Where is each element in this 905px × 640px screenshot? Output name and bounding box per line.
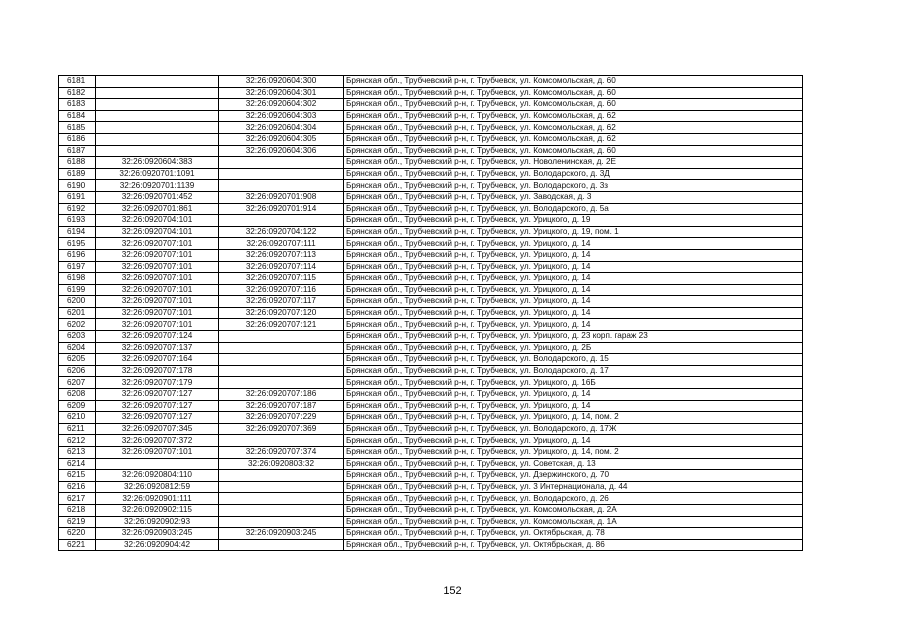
building-cadastral-number-cell: 32:26:0920604:305 [219,133,344,145]
table-row [59,481,803,493]
address-cell: Брянская обл., Трубчевский р-н, г. Трубчевск, ул. Володарского, д. 15 [344,354,803,366]
row-number-cell: 6186 [59,133,96,145]
land-cadastral-number-cell: 32:26:0920707:101 [96,261,219,273]
address-cell: Брянская обл., Трубчевский р-н, г. Трубчевск, ул. Урицкого, д. 14 [344,284,803,296]
land-cadastral-number-cell: 32:26:0920903:245 [96,528,219,540]
row-number-cell: 6212 [59,435,96,447]
table-row [59,389,803,401]
address-cell: Брянская обл., Трубчевский р-н, г. Трубчевск, ул. Урицкого, д. 14 [344,296,803,308]
building-cadastral-number-cell: 32:26:0920707:121 [219,319,344,331]
address-cell: Брянская обл., Трубчевский р-н, г. Трубчевск, ул. Комсомольская, д. 60 [344,76,803,88]
address-cell: Брянская обл., Трубчевский р-н, г. Трубчевск, ул. Урицкого, д. 14 [344,238,803,250]
address-cell: Брянская обл., Трубчевский р-н, г. Трубчевск, ул. Комсомольская, д. 1А [344,516,803,528]
building-cadastral-number-cell: 32:26:0920707:187 [219,400,344,412]
address-cell: Брянская обл., Трубчевский р-н, г. Трубчевск, ул. Володарского, д. 17 [344,365,803,377]
building-cadastral-number-cell: 32:26:0920803:32 [219,458,344,470]
address-cell: Брянская обл., Трубчевский р-н, г. Трубчевск, ул. Володарского, д. 17Ж [344,423,803,435]
address-cell: Брянская обл., Трубчевский р-н, г. Трубчевск, ул. Урицкого, д. 14 [344,249,803,261]
address-cell: Брянская обл., Трубчевский р-н, г. Трубчевск, ул. Дзержинского, д. 70 [344,470,803,482]
row-number-cell: 6200 [59,296,96,308]
building-cadastral-number-cell [219,331,344,343]
table-row [59,365,803,377]
table-row [59,261,803,273]
row-number-cell: 6184 [59,110,96,122]
building-cadastral-number-cell: 32:26:0920701:908 [219,191,344,203]
building-cadastral-number-cell: 32:26:0920604:300 [219,76,344,88]
land-cadastral-number-cell: 32:26:0920902:115 [96,504,219,516]
table-row [59,458,803,470]
building-cadastral-number-cell: 32:26:0920903:245 [219,528,344,540]
table-row [59,423,803,435]
row-number-cell: 6208 [59,389,96,401]
address-cell: Брянская обл., Трубчевский р-н, г. Трубчевск, ул. Урицкого, д. 14, пом. 2 [344,447,803,459]
building-cadastral-number-cell: 32:26:0920707:374 [219,447,344,459]
row-number-cell: 6205 [59,354,96,366]
address-cell: Брянская обл., Трубчевский р-н, г. Трубчевск, ул. Володарского, д. 5а [344,203,803,215]
address-cell: Брянская обл., Трубчевский р-н, г. Трубчевск, ул. Комсомольская, д. 60 [344,145,803,157]
address-cell: Брянская обл., Трубчевский р-н, г. Трубчевск, ул. Комсомольская, д. 62 [344,133,803,145]
land-cadastral-number-cell: 32:26:0920707:101 [96,307,219,319]
land-cadastral-number-cell: 32:26:0920707:101 [96,447,219,459]
land-cadastral-number-cell: 32:26:0920701:452 [96,191,219,203]
row-number-cell: 6214 [59,458,96,470]
address-cell: Брянская обл., Трубчевский р-н, г. Трубчевск, ул. Володарского, д. 26 [344,493,803,505]
address-cell: Брянская обл., Трубчевский р-н, г. Трубчевск, ул. Урицкого, д. 14 [344,307,803,319]
land-cadastral-number-cell: 32:26:0920707:164 [96,354,219,366]
address-cell: Брянская обл., Трубчевский р-н, г. Трубчевск, ул. Заводская, д. 3 [344,191,803,203]
address-cell: Брянская обл., Трубчевский р-н, г. Трубчевск, ул. Володарского, д. 3з [344,180,803,192]
row-number-cell: 6201 [59,307,96,319]
land-cadastral-number-cell: 32:26:0920701:861 [96,203,219,215]
building-cadastral-number-cell: 32:26:0920707:186 [219,389,344,401]
address-cell: Брянская обл., Трубчевский р-н, г. Трубчевск, ул. Комсомольская, д. 62 [344,110,803,122]
building-cadastral-number-cell: 32:26:0920604:303 [219,110,344,122]
table-row [59,539,803,551]
land-cadastral-number-cell [96,458,219,470]
land-cadastral-number-cell: 32:26:0920707:101 [96,284,219,296]
row-number-cell: 6191 [59,191,96,203]
building-cadastral-number-cell: 32:26:0920701:914 [219,203,344,215]
table-row [59,157,803,169]
row-number-cell: 6215 [59,470,96,482]
row-number-cell: 6199 [59,284,96,296]
land-cadastral-number-cell: 32:26:0920804:110 [96,470,219,482]
building-cadastral-number-cell: 32:26:0920707:117 [219,296,344,308]
row-number-cell: 6189 [59,168,96,180]
table-row [59,331,803,343]
address-cell: Брянская обл., Трубчевский р-н, г. Трубчевск, ул. Комсомольская, д. 62 [344,122,803,134]
building-cadastral-number-cell [219,493,344,505]
table-row [59,377,803,389]
land-cadastral-number-cell [96,110,219,122]
table-row [59,99,803,111]
row-number-cell: 6195 [59,238,96,250]
table-row [59,319,803,331]
table-row [59,504,803,516]
address-cell: Брянская обл., Трубчевский р-н, г. Трубчевск, ул. Комсомольская, д. 60 [344,87,803,99]
row-number-cell: 6192 [59,203,96,215]
table-row [59,191,803,203]
land-cadastral-number-cell: 32:26:0920707:101 [96,296,219,308]
row-number-cell: 6216 [59,481,96,493]
building-cadastral-number-cell [219,539,344,551]
land-cadastral-number-cell [96,122,219,134]
table-row [59,87,803,99]
land-cadastral-number-cell [96,133,219,145]
land-cadastral-number-cell: 32:26:0920901:111 [96,493,219,505]
table-row [59,273,803,285]
table-row [59,528,803,540]
table-row [59,76,803,88]
building-cadastral-number-cell [219,342,344,354]
building-cadastral-number-cell [219,157,344,169]
table-row [59,354,803,366]
address-cell: Брянская обл., Трубчевский р-н, г. Трубчевск, ул. Урицкого, д. 14 [344,319,803,331]
row-number-cell: 6183 [59,99,96,111]
building-cadastral-number-cell: 32:26:0920707:111 [219,238,344,250]
building-cadastral-number-cell: 32:26:0920604:302 [219,99,344,111]
row-number-cell: 6197 [59,261,96,273]
table-row [59,203,803,215]
land-cadastral-number-cell: 32:26:0920707:101 [96,249,219,261]
table-body [59,76,803,551]
address-cell: Брянская обл., Трубчевский р-н, г. Трубчевск, ул. Урицкого, д. 19 [344,215,803,227]
table-row [59,238,803,250]
building-cadastral-number-cell [219,354,344,366]
building-cadastral-number-cell: 32:26:0920604:306 [219,145,344,157]
row-number-cell: 6206 [59,365,96,377]
row-number-cell: 6219 [59,516,96,528]
land-cadastral-number-cell: 32:26:0920707:127 [96,400,219,412]
row-number-cell: 6203 [59,331,96,343]
table-row [59,470,803,482]
building-cadastral-number-cell [219,516,344,528]
row-number-cell: 6217 [59,493,96,505]
row-number-cell: 6181 [59,76,96,88]
cadastral-table [58,75,803,551]
table-row [59,168,803,180]
land-cadastral-number-cell [96,76,219,88]
table-row [59,180,803,192]
land-cadastral-number-cell: 32:26:0920707:101 [96,319,219,331]
building-cadastral-number-cell: 32:26:0920707:120 [219,307,344,319]
land-cadastral-number-cell [96,99,219,111]
address-cell: Брянская обл., Трубчевский р-н, г. Трубчевск, ул. Урицкого, д. 16Б [344,377,803,389]
land-cadastral-number-cell: 32:26:0920707:127 [96,412,219,424]
table-row [59,342,803,354]
land-cadastral-number-cell: 32:26:0920701:1139 [96,180,219,192]
address-cell: Брянская обл., Трубчевский р-н, г. Трубчевск, ул. Комсомольская, д. 2А [344,504,803,516]
building-cadastral-number-cell: 32:26:0920604:304 [219,122,344,134]
table-row [59,447,803,459]
building-cadastral-number-cell [219,377,344,389]
land-cadastral-number-cell [96,145,219,157]
building-cadastral-number-cell: 32:26:0920707:114 [219,261,344,273]
row-number-cell: 6207 [59,377,96,389]
building-cadastral-number-cell: 32:26:0920707:113 [219,249,344,261]
row-number-cell: 6185 [59,122,96,134]
table-row [59,133,803,145]
address-cell: Брянская обл., Трубчевский р-н, г. Трубчевск, ул. Урицкого, д. 14 [344,435,803,447]
table-row [59,145,803,157]
land-cadastral-number-cell: 32:26:0920707:124 [96,331,219,343]
table-row [59,110,803,122]
building-cadastral-number-cell [219,168,344,180]
table-row [59,435,803,447]
table-row [59,412,803,424]
address-cell: Брянская обл., Трубчевский р-н, г. Трубчевск, ул. Урицкого, д. 2Б [344,342,803,354]
building-cadastral-number-cell [219,470,344,482]
address-cell: Брянская обл., Трубчевский р-н, г. Трубчевск, ул. Володарского, д. 3Д [344,168,803,180]
building-cadastral-number-cell [219,481,344,493]
building-cadastral-number-cell [219,504,344,516]
land-cadastral-number-cell: 32:26:0920812:59 [96,481,219,493]
building-cadastral-number-cell: 32:26:0920604:301 [219,87,344,99]
land-cadastral-number-cell: 32:26:0920707:101 [96,273,219,285]
building-cadastral-number-cell: 32:26:0920707:116 [219,284,344,296]
land-cadastral-number-cell: 32:26:0920707:137 [96,342,219,354]
land-cadastral-number-cell [96,87,219,99]
address-cell: Брянская обл., Трубчевский р-н, г. Трубчевск, ул. Урицкого, д. 23 корп. гараж 23 [344,331,803,343]
building-cadastral-number-cell [219,365,344,377]
land-cadastral-number-cell: 32:26:0920707:345 [96,423,219,435]
land-cadastral-number-cell: 32:26:0920707:101 [96,238,219,250]
land-cadastral-number-cell: 32:26:0920904:42 [96,539,219,551]
land-cadastral-number-cell: 32:26:0920604:383 [96,157,219,169]
address-cell: Брянская обл., Трубчевский р-н, г. Трубчевск, ул. Урицкого, д. 19, пом. 1 [344,226,803,238]
land-cadastral-number-cell: 32:26:0920704:101 [96,215,219,227]
row-number-cell: 6182 [59,87,96,99]
address-cell: Брянская обл., Трубчевский р-н, г. Трубчевск, ул. Урицкого, д. 14, пом. 2 [344,412,803,424]
table-row [59,493,803,505]
address-cell: Брянская обл., Трубчевский р-н, г. Трубчевск, ул. 3 Интернационала, д. 44 [344,481,803,493]
row-number-cell: 6213 [59,447,96,459]
table-row [59,122,803,134]
row-number-cell: 6194 [59,226,96,238]
row-number-cell: 6221 [59,539,96,551]
building-cadastral-number-cell [219,180,344,192]
table-row [59,284,803,296]
table-row [59,400,803,412]
row-number-cell: 6196 [59,249,96,261]
address-cell: Брянская обл., Трубчевский р-н, г. Трубчевск, ул. Урицкого, д. 14 [344,389,803,401]
land-cadastral-number-cell: 32:26:0920707:127 [96,389,219,401]
table-row [59,226,803,238]
row-number-cell: 6190 [59,180,96,192]
land-cadastral-number-cell: 32:26:0920704:101 [96,226,219,238]
table-row [59,296,803,308]
table-row [59,215,803,227]
row-number-cell: 6220 [59,528,96,540]
address-cell: Брянская обл., Трубчевский р-н, г. Трубчевск, ул. Советская, д. 13 [344,458,803,470]
row-number-cell: 6204 [59,342,96,354]
land-cadastral-number-cell: 32:26:0920902:93 [96,516,219,528]
row-number-cell: 6218 [59,504,96,516]
row-number-cell: 6202 [59,319,96,331]
table-row [59,516,803,528]
row-number-cell: 6198 [59,273,96,285]
row-number-cell: 6210 [59,412,96,424]
row-number-cell: 6193 [59,215,96,227]
address-cell: Брянская обл., Трубчевский р-н, г. Трубчевск, ул. Новоленинская, д. 2Е [344,157,803,169]
page-number: 152 [443,585,462,597]
row-number-cell: 6209 [59,400,96,412]
building-cadastral-number-cell [219,435,344,447]
building-cadastral-number-cell: 32:26:0920707:369 [219,423,344,435]
row-number-cell: 6211 [59,423,96,435]
address-cell: Брянская обл., Трубчевский р-н, г. Трубчевск, ул. Октябрьская, д. 86 [344,539,803,551]
land-cadastral-number-cell: 32:26:0920707:372 [96,435,219,447]
address-cell: Брянская обл., Трубчевский р-н, г. Трубчевск, ул. Урицкого, д. 14 [344,400,803,412]
building-cadastral-number-cell: 32:26:0920704:122 [219,226,344,238]
land-cadastral-number-cell: 32:26:0920707:179 [96,377,219,389]
building-cadastral-number-cell: 32:26:0920707:229 [219,412,344,424]
land-cadastral-number-cell: 32:26:0920701:1091 [96,168,219,180]
building-cadastral-number-cell: 32:26:0920707:115 [219,273,344,285]
building-cadastral-number-cell [219,215,344,227]
table-row [59,307,803,319]
address-cell: Брянская обл., Трубчевский р-н, г. Трубчевск, ул. Октябрьская, д. 78 [344,528,803,540]
table-row [59,249,803,261]
address-cell: Брянская обл., Трубчевский р-н, г. Трубчевск, ул. Комсомольская, д. 60 [344,99,803,111]
address-cell: Брянская обл., Трубчевский р-н, г. Трубчевск, ул. Урицкого, д. 14 [344,261,803,273]
land-cadastral-number-cell: 32:26:0920707:178 [96,365,219,377]
address-cell: Брянская обл., Трубчевский р-н, г. Трубчевск, ул. Урицкого, д. 14 [344,273,803,285]
row-number-cell: 6188 [59,157,96,169]
row-number-cell: 6187 [59,145,96,157]
